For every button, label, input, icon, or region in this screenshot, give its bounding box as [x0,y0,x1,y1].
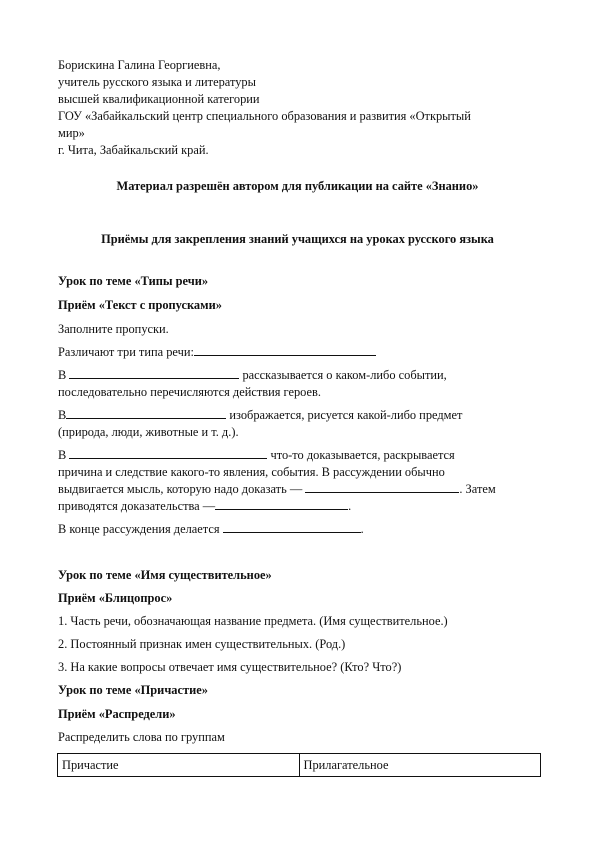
reasoning-start: В [58,448,67,462]
speech-types-text: Различают три типа речи: [58,345,194,359]
narration-rest: рассказывается о каком-либо событии, [242,368,447,382]
document-title: Приёмы для закрепления знаний учащихся на уроках русского языка [101,232,494,246]
blitz-question-1: 1. Часть речи, обозначающая название предмета. (Имя существительное.) [58,614,448,628]
lesson3-heading: Урок по теме «Причастие» [58,683,208,697]
reasoning-line4 [58,498,351,514]
answer-blank[interactable] [194,345,376,356]
answer-blank[interactable] [66,408,226,419]
reasoning-line3 [58,481,496,497]
lesson1-heading: Урок по теме «Типы речи» [58,274,209,288]
author-category: высшей квалификационной категории [58,92,260,106]
reasoning-proof-end: . [348,499,352,513]
table-header-participle: Причастие [58,754,300,777]
description-start: В [58,408,67,422]
answer-blank[interactable] [223,522,361,533]
author-city: г. Чита, Забайкальский край. [58,143,209,157]
conclusion-text: В конце рассуждения делается [58,522,220,536]
lesson1-instruction: Заполните пропуски. [58,322,169,336]
description-line [58,407,462,423]
reasoning-thesis-text: выдвигается мысль, которую надо доказать — [58,482,303,496]
table-header-row [58,754,541,777]
reasoning-thesis-end: . Затем [459,482,496,496]
description-rest: изображается, рисуется какой-либо предмет [229,408,463,422]
author-position: учитель русского языка и литературы [58,75,256,89]
narration-line [58,367,447,383]
author-name: Борискина Галина Георгиевна, [58,58,221,72]
table-header-adjective: Прилагательное [299,754,541,777]
publication-permission: Материал разрешён автором для публикации на сайте «Знанио» [116,179,479,193]
reasoning-rest: что-то доказывается, раскрывается [270,448,455,462]
blitz-question-2: 2. Постоянный признак имен существительных. (Род.) [58,637,346,651]
speech-types-line [58,344,376,360]
reasoning-proof-text: приводятся доказательства — [58,499,216,513]
narration-line2: последовательно перечисляются действия героев. [58,385,321,399]
lesson2-heading: Урок по теме «Имя существительное» [58,568,272,582]
reasoning-line2: причина и следствие какого-то явления, события. В рассуждении обычно [58,465,445,479]
narration-start: В [58,368,67,382]
author-organization-line2: мир» [58,126,85,140]
description-line2: (природа, люди, животные и т. д.). [58,425,239,439]
author-organization-line1: ГОУ «Забайкальский центр специального образования и развития «Открытый [58,109,471,123]
distribution-table [57,753,541,777]
blitz-question-3: 3. На какие вопросы отвечает имя существительное? (Кто? Что?) [58,660,402,674]
conclusion-line [58,521,364,537]
answer-blank[interactable] [215,499,348,510]
answer-blank[interactable] [305,482,459,493]
answer-blank[interactable] [69,448,267,459]
reasoning-line [58,447,455,463]
lesson2-technique: Приём «Блицопрос» [58,591,173,605]
conclusion-end: . [360,522,364,536]
lesson3-technique: Приём «Распредели» [58,707,176,721]
lesson1-technique: Приём «Текст с пропусками» [58,298,222,312]
lesson3-instruction: Распределить слова по группам [58,730,225,744]
answer-blank[interactable] [69,368,239,379]
